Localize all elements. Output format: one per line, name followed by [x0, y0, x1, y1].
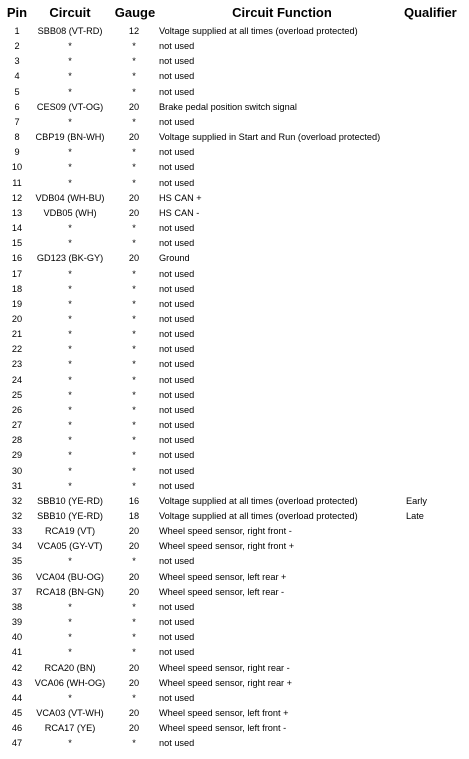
pin-cell: 6	[14, 101, 20, 112]
function-cell: not used	[159, 632, 195, 643]
gauge-cell: 20	[128, 723, 140, 734]
circuit-cell: *	[68, 632, 72, 643]
table-row	[0, 448, 469, 463]
pin-cell: 27	[11, 420, 23, 431]
pin-cell: 41	[11, 647, 23, 658]
table-row	[0, 676, 469, 691]
table-row	[0, 145, 469, 160]
table-row	[0, 236, 469, 251]
function-cell: not used	[159, 450, 195, 461]
pin-cell: 13	[11, 207, 23, 218]
circuit-cell: *	[68, 374, 72, 385]
pin-cell: 46	[11, 723, 23, 734]
circuit-cell: *	[68, 465, 72, 476]
function-cell: Wheel speed sensor, right rear -	[159, 662, 290, 673]
function-cell: not used	[159, 344, 195, 355]
function-cell: not used	[159, 268, 195, 279]
gauge-cell: *	[132, 71, 136, 82]
pin-cell: 32	[11, 511, 23, 521]
function-cell: Voltage supplied at all times (overload protected)	[159, 26, 358, 36]
table-row	[0, 24, 469, 39]
gauge-cell: *	[132, 420, 136, 431]
circuit-cell: SBB10 (YE-RD)	[37, 511, 103, 521]
table-row	[0, 176, 469, 191]
circuit-cell: *	[68, 147, 72, 158]
pin-cell: 47	[11, 738, 23, 749]
gauge-cell: 20	[128, 132, 140, 143]
circuit-cell: *	[68, 435, 72, 446]
circuit-cell: *	[68, 313, 72, 324]
circuit-cell: *	[68, 116, 72, 127]
pin-cell: 1	[14, 26, 20, 36]
gauge-cell: *	[132, 177, 136, 188]
pin-cell: 11	[12, 177, 22, 188]
function-cell: not used	[159, 420, 195, 431]
circuit-cell: SBB08 (VT-RD)	[37, 26, 103, 36]
gauge-cell: *	[132, 465, 136, 476]
circuit-cell: *	[68, 420, 72, 431]
circuit-cell: VDB04 (WH-BU)	[35, 192, 105, 203]
gauge-cell: *	[132, 435, 136, 446]
gauge-cell: 18	[128, 511, 140, 521]
table-row	[0, 160, 469, 175]
circuit-cell: *	[68, 556, 72, 567]
circuit-cell: *	[68, 480, 72, 491]
function-cell: not used	[159, 298, 195, 309]
function-cell: Wheel speed sensor, right front +	[159, 541, 295, 552]
table-row	[0, 100, 469, 115]
pin-cell: 7	[14, 116, 20, 127]
function-cell: not used	[159, 238, 195, 249]
table-row	[0, 721, 469, 736]
gauge-cell: 12	[128, 26, 140, 36]
pin-cell: 2	[14, 41, 20, 52]
gauge-cell: *	[132, 359, 136, 370]
circuit-cell: *	[68, 298, 72, 309]
gauge-cell: *	[132, 238, 136, 249]
pin-cell: 4	[14, 71, 20, 82]
gauge-cell: 20	[128, 677, 140, 688]
gauge-cell: 20	[128, 586, 140, 597]
header-pin: Pin	[6, 5, 28, 20]
circuit-cell: VCA05 (GY-VT)	[37, 541, 103, 552]
function-cell: not used	[159, 223, 195, 234]
gauge-cell: *	[132, 374, 136, 385]
gauge-cell: *	[132, 480, 136, 491]
table-row	[0, 39, 469, 54]
circuit-cell: CES09 (VT-OG)	[36, 101, 104, 112]
function-cell: not used	[159, 404, 195, 415]
pin-cell: 35	[11, 556, 23, 567]
circuit-cell: VCA06 (WH-OG)	[34, 677, 106, 688]
table-row	[0, 554, 469, 569]
function-cell: not used	[159, 283, 195, 294]
table-row	[0, 85, 469, 100]
table-row	[0, 206, 469, 221]
function-cell: not used	[159, 465, 195, 476]
circuit-cell: *	[68, 177, 72, 188]
circuit-cell: *	[68, 344, 72, 355]
circuit-cell: GD123 (BK-GY)	[36, 253, 104, 264]
table-row	[0, 570, 469, 585]
circuit-cell: *	[68, 41, 72, 52]
pin-cell: 16	[11, 253, 23, 264]
gauge-cell: *	[132, 647, 136, 658]
pin-cell: 10	[11, 162, 23, 173]
gauge-cell: 20	[128, 526, 140, 537]
function-cell: Voltage supplied at all times (overload protected)	[159, 511, 358, 521]
table-row	[0, 464, 469, 479]
circuit-cell: RCA19 (VT)	[44, 526, 96, 537]
function-cell: not used	[159, 389, 195, 400]
table-row	[0, 115, 469, 130]
function-cell: not used	[159, 162, 195, 173]
table-row	[0, 221, 469, 236]
function-cell: not used	[159, 617, 195, 628]
gauge-cell: *	[132, 147, 136, 158]
pin-cell: 3	[14, 56, 20, 67]
function-cell: not used	[159, 177, 195, 188]
table-row	[0, 630, 469, 645]
circuit-cell: *	[68, 738, 72, 749]
function-cell: not used	[159, 738, 195, 749]
circuit-cell: *	[68, 389, 72, 400]
circuit-cell: *	[68, 692, 72, 703]
gauge-cell: 20	[128, 571, 140, 582]
gauge-cell: *	[132, 41, 136, 52]
table-row	[0, 418, 469, 433]
pin-cell: 23	[11, 359, 23, 370]
gauge-cell: *	[132, 223, 136, 234]
circuit-cell: RCA18 (BN-GN)	[36, 586, 104, 597]
pin-cell: 17	[11, 268, 23, 279]
header-circuit-function: Circuit Function	[232, 5, 332, 20]
pin-cell: 12	[11, 192, 23, 203]
table-row	[0, 357, 469, 372]
gauge-cell: *	[132, 162, 136, 173]
function-cell: not used	[159, 41, 195, 52]
circuit-cell: *	[68, 268, 72, 279]
circuit-cell: *	[68, 71, 72, 82]
function-cell: not used	[159, 480, 195, 491]
table-row	[0, 403, 469, 418]
circuit-cell: *	[68, 647, 72, 658]
pin-cell: 14	[11, 223, 23, 234]
function-cell: not used	[159, 71, 195, 82]
gauge-cell: *	[132, 404, 136, 415]
table-row	[0, 661, 469, 676]
pin-cell: 28	[11, 435, 23, 446]
table-row	[0, 69, 469, 84]
circuit-cell: CBP19 (BN-WH)	[35, 132, 105, 143]
function-cell: Wheel speed sensor, left rear +	[159, 571, 287, 582]
table-row	[0, 524, 469, 539]
circuit-cell: VCA04 (BU-OG)	[36, 571, 104, 582]
table-row	[0, 54, 469, 69]
table-row	[0, 479, 469, 494]
table-row	[0, 600, 469, 615]
pin-cell: 5	[14, 86, 20, 97]
table-body	[0, 24, 469, 752]
gauge-cell: *	[132, 56, 136, 67]
pin-cell: 36	[11, 571, 23, 582]
function-cell: Voltage supplied in Start and Run (overload protected)	[159, 132, 381, 143]
circuit-cell: *	[68, 404, 72, 415]
gauge-cell: 20	[128, 662, 140, 673]
function-cell: not used	[159, 359, 195, 370]
gauge-cell: 20	[128, 207, 140, 218]
table-row	[0, 388, 469, 403]
circuit-cell: *	[68, 56, 72, 67]
pin-cell: 15	[11, 238, 23, 249]
pin-cell: 37	[11, 586, 23, 597]
gauge-cell: *	[132, 116, 136, 127]
circuit-cell: RCA17 (YE)	[44, 723, 96, 734]
function-cell: not used	[159, 329, 195, 340]
gauge-cell: *	[132, 329, 136, 340]
pin-cell: 18	[11, 283, 23, 294]
table-row	[0, 267, 469, 282]
circuit-cell: SBB10 (YE-RD)	[37, 495, 103, 506]
function-cell: not used	[159, 56, 195, 67]
table-row	[0, 736, 469, 751]
pin-cell: 21	[11, 329, 23, 340]
gauge-cell: *	[132, 344, 136, 355]
gauge-cell: *	[132, 738, 136, 749]
table-row	[0, 297, 469, 312]
function-cell: Ground	[159, 253, 190, 264]
function-cell: not used	[159, 86, 195, 97]
function-cell: not used	[159, 601, 195, 612]
function-cell: HS CAN +	[159, 192, 202, 203]
table-row	[0, 327, 469, 342]
gauge-cell: *	[132, 632, 136, 643]
function-cell: not used	[159, 147, 195, 158]
circuit-cell: *	[68, 359, 72, 370]
function-cell: Wheel speed sensor, left rear -	[159, 586, 285, 597]
circuit-cell: *	[68, 450, 72, 461]
gauge-cell: *	[132, 601, 136, 612]
circuit-cell: *	[68, 86, 72, 97]
circuit-cell: VCA03 (VT-WH)	[36, 708, 104, 719]
header-circuit: Circuit	[49, 5, 91, 20]
table-row	[0, 312, 469, 327]
function-cell: not used	[159, 435, 195, 446]
gauge-cell: *	[132, 86, 136, 97]
pin-cell: 32	[11, 495, 23, 506]
table-row	[0, 539, 469, 554]
pin-cell: 33	[11, 526, 23, 537]
header-gauge: Gauge	[114, 5, 156, 20]
pin-cell: 25	[11, 389, 23, 400]
gauge-cell: 20	[128, 541, 140, 552]
pin-cell: 9	[14, 147, 20, 158]
table-row	[0, 251, 469, 266]
pin-cell: 40	[11, 632, 23, 643]
circuit-cell: VDB05 (WH)	[43, 207, 97, 218]
table-row	[0, 342, 469, 357]
function-cell: Wheel speed sensor, right front -	[159, 526, 292, 537]
circuit-cell: *	[68, 238, 72, 249]
pin-cell: 44	[11, 692, 23, 703]
table-row	[0, 615, 469, 630]
pin-cell: 34	[11, 541, 23, 552]
gauge-cell: *	[132, 283, 136, 294]
function-cell: not used	[159, 116, 195, 127]
function-cell: Wheel speed sensor, left front -	[159, 723, 287, 734]
gauge-cell: *	[132, 692, 136, 703]
table-row	[0, 433, 469, 448]
circuit-cell: *	[68, 329, 72, 340]
function-cell: not used	[159, 556, 195, 567]
pin-cell: 43	[11, 677, 23, 688]
gauge-cell: *	[132, 313, 136, 324]
gauge-cell: 20	[128, 708, 140, 719]
function-cell: Voltage supplied at all times (overload protected)	[159, 495, 358, 506]
table-row	[0, 494, 469, 509]
function-cell: Brake pedal position switch signal	[159, 101, 297, 112]
pin-cell: 38	[11, 601, 23, 612]
pin-cell: 19	[11, 298, 23, 309]
pin-cell: 26	[11, 404, 23, 415]
function-cell: HS CAN -	[159, 207, 200, 218]
circuit-cell: *	[68, 283, 72, 294]
pin-cell: 42	[11, 662, 23, 673]
pin-cell: 24	[11, 374, 23, 385]
pin-cell: 45	[11, 708, 23, 719]
gauge-cell: 20	[128, 192, 140, 203]
pin-cell: 22	[11, 344, 23, 355]
gauge-cell: *	[132, 450, 136, 461]
gauge-cell: 20	[128, 101, 140, 112]
function-cell: not used	[159, 374, 195, 385]
qualifier-cell: Early	[406, 495, 427, 506]
pin-cell: 29	[11, 450, 23, 461]
gauge-cell: *	[132, 268, 136, 279]
table-row	[0, 509, 469, 524]
circuit-cell: *	[68, 617, 72, 628]
table-row	[0, 691, 469, 706]
header-qualifier: Qualifier	[404, 5, 457, 20]
gauge-cell: 16	[128, 495, 140, 506]
table-row	[0, 645, 469, 660]
function-cell: Wheel speed sensor, left front +	[159, 708, 289, 719]
function-cell: not used	[159, 692, 195, 703]
pin-cell: 8	[14, 132, 20, 143]
circuit-cell: *	[68, 162, 72, 173]
table-row	[0, 585, 469, 600]
circuit-cell: *	[68, 223, 72, 234]
gauge-cell: *	[132, 389, 136, 400]
function-cell: Wheel speed sensor, right rear +	[159, 677, 293, 688]
pin-cell: 30	[11, 465, 23, 476]
qualifier-cell: Late	[406, 511, 424, 521]
gauge-cell: 20	[128, 253, 140, 264]
table-row	[0, 191, 469, 206]
pin-cell: 39	[11, 617, 23, 628]
gauge-cell: *	[132, 298, 136, 309]
gauge-cell: *	[132, 617, 136, 628]
table-row	[0, 282, 469, 297]
function-cell: not used	[159, 647, 195, 658]
gauge-cell: *	[132, 556, 136, 567]
function-cell: not used	[159, 313, 195, 324]
circuit-cell: RCA20 (BN)	[44, 662, 96, 673]
pin-cell: 20	[11, 313, 23, 324]
pin-cell: 31	[11, 480, 23, 491]
table-row	[0, 373, 469, 388]
table-row	[0, 130, 469, 145]
table-row	[0, 706, 469, 721]
circuit-cell: *	[68, 601, 72, 612]
